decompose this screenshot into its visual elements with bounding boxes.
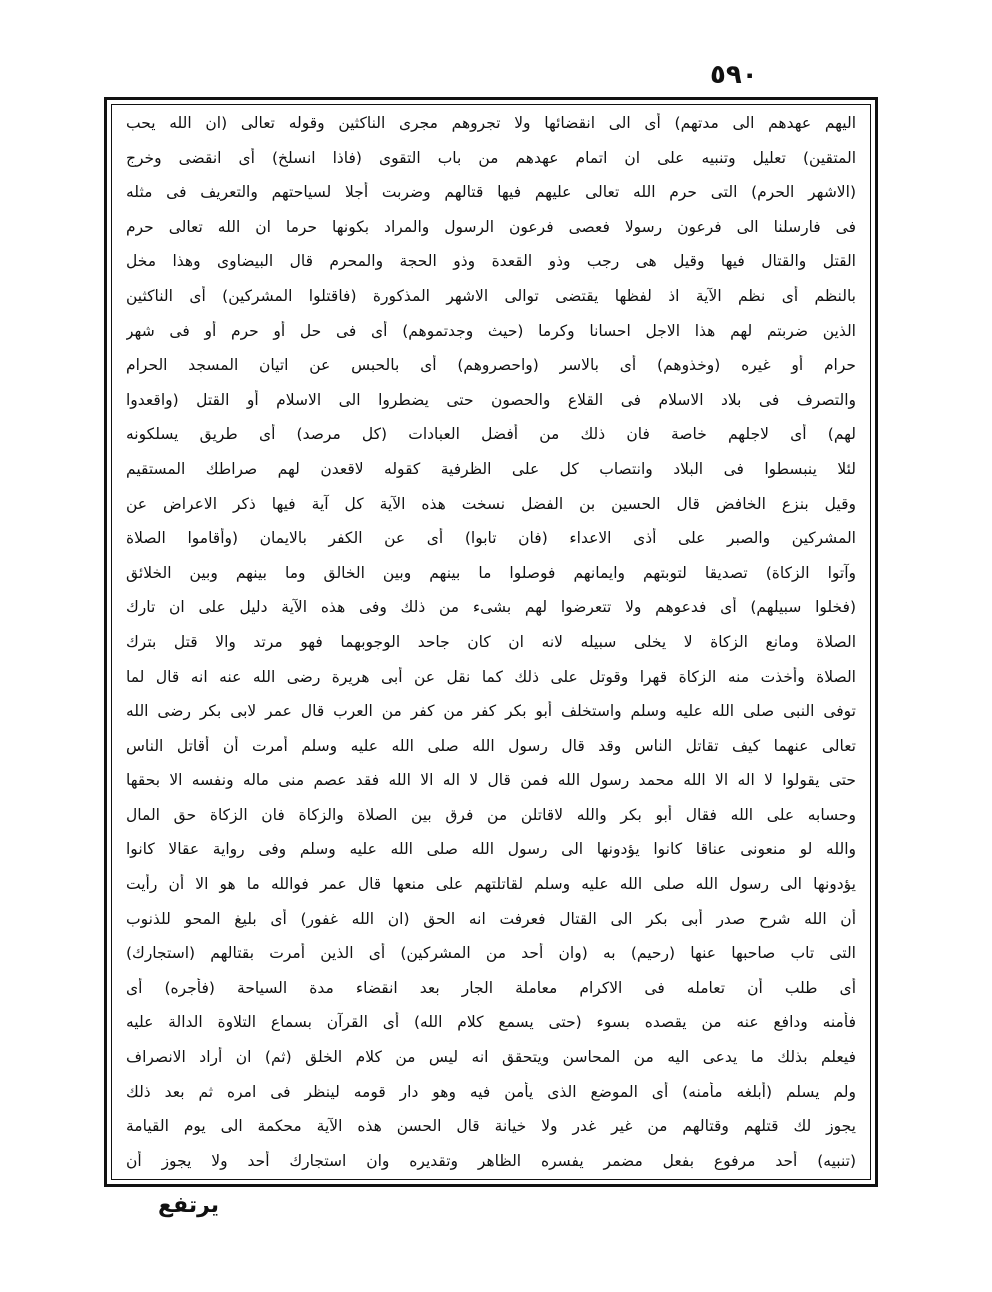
text-line: والتصرف فى بلاد الاسلام فى القلاع والحصون حتى يضطروا الى الاسلام أو القتل (واقعدوا	[126, 390, 856, 409]
text-line: حتى يقولوا لا اله الا الله محمد رسول الله فمن قال لا اله الا الله فقد عصم منى ماله ونفسه الا بحقها	[126, 771, 856, 790]
text-line: لئلا ينبسطوا فى البلاد وانتصاب كل على الظرفية كقوله لاقعدن لهم صراطك المستقيم	[126, 459, 856, 478]
text-line: بالنظم أى نظم الآية اذ لفظها يقتضى توالى الاشهر المذكورة (فاقتلوا المشركين) أى الناكثين	[126, 286, 856, 305]
text-line: يجوز لك قتلهم وقتالهم من غير غدر ولا خيانة قال الحسن هذه الآية محكمة الى يوم القيامة	[126, 1117, 856, 1136]
text-block	[126, 113, 856, 1171]
text-line: الصلاة ومانع الزكاة لا يخلى سبيله لانه ان كان جاحد الوجوبهما فهو مرتد والا قتل بترك	[126, 632, 856, 651]
page-number: ٥٩٠	[710, 60, 758, 90]
text-line: المتقين) تعليل وتنبيه على ان اتمام عهدهم من باب التقوى (فاذا انسلخ) أى انقضى وخرج	[126, 148, 856, 167]
text-line: (الاشهر الحرم) التى حرم الله تعالى عليهم فيها قتالهم وضربت أجلا لسياحتهم والتعريف فى مثله	[126, 183, 856, 202]
text-line: فى فارسلنا الى فرعون رسولا فعصى فرعون الرسول والمراد بكونها حرما ان الله تعالى حرم	[126, 217, 856, 236]
text-line: القتل والقتال فيها وقيل هى رجب وذو القعدة وذو الحجة والمحرم قال البيضاوى وهذا مخل	[126, 252, 856, 271]
text-line: توفى النبى صلى الله عليه وسلم واستخلف أبو بكر كفر من كفر من العرب قال عمر لابى بكر رضى الله	[126, 702, 856, 721]
text-line: (تنبيه) أحد مرفوع بفعل مضمر يفسره الظاهر وتقديره وان استجارك أحد ولا يجوز أن	[126, 1151, 856, 1170]
text-line: التى تاب صاحبها عنها (رحيم) به (وان أحد من المشركين) أى الذين أمرت بقتالهم (استجارك)	[126, 944, 856, 963]
text-line: ولم يسلم (أبلغه مأمنه) أى الموضع الذى يأمن فيه وهو دار قومه لينظر فى امره ثم بعد ذلك	[126, 1082, 856, 1101]
catchword: يرتفع	[158, 1193, 220, 1218]
text-line: الذين ضربتم لهم هذا الاجل احسانا وكرما (حيث وجدتموهم) أى فى حل أو حرم أو فى شهر	[126, 321, 856, 340]
page-frame	[104, 97, 878, 1187]
text-line: تعالى عنهما كيف تقاتل الناس وقد قال رسول الله صلى الله عليه وسلم أمرت أن أقاتل الناس	[126, 736, 856, 755]
text-line: اليهم عهدهم الى مدتهم) أى الى انقضائها ولا تجروهم مجرى الناكثين وقوله تعالى (ان الله يحب	[126, 114, 856, 132]
text-line: يؤدونها الى رسول الله صلى الله عليه وسلم لقاتلتهم على منعها قال عمر فوالله ما هو الا أن رأيت	[126, 875, 856, 894]
text-line: فيعلم بذلك ما يدعى اليه من المحاسن ويتحقق انه ليس من كلام الخلق (ثم) ان أراد الانصراف	[126, 1048, 856, 1067]
text-line: (فخلوا سبيلهم) أى فدعوهم ولا تتعرضوا لهم بشىء من ذلك وفى هذه الآية دليل على ان تارك	[126, 598, 856, 617]
text-line: والله لو منعونى عناقا كانوا يؤدونها الى رسول الله صلى الله عليه وسلم وفى رواية عقالا كانوا	[126, 840, 856, 859]
inner-frame	[111, 104, 871, 1180]
text-line: أى طلب أن تعامله فى الاكرام معاملة الجار بعد انقضاء مدة السياحة (فأجره) أى	[126, 978, 856, 997]
text-line: أن الله شرح صدر أبى بكر الى القتال فعرفت انه الحق (ان الله غفور) أى بليغ المحو للذنوب	[126, 909, 856, 928]
text-line: حرام أو غيره (وخذوهم) أى بالاسر (واحصروهم) أى بالحبس عن اتيان المسجد الحرام	[126, 356, 856, 375]
text-line: المشركين والصبر على أذى الاعداء (فان تابوا) أى عن الكفر بالايمان (وأقاموا الصلاة	[126, 529, 856, 548]
text-line: فأمنه ودافع عنه من يقصده بسوء (حتى يسمع كلام الله) أى القرآن بسماع التلاوة الدالة عليه	[126, 1013, 856, 1032]
text-line: وحسابه على الله فقال أبو بكر والله لاقاتلن من فرق بين الصلاة والزكاة فان الزكاة حق المال	[126, 805, 856, 824]
text-line: لهم) أى لاجلهم خاصة فان ذلك من أفضل العبادات (كل مرصد) أى طريق يسلكونه	[126, 425, 856, 444]
text-line: وقيل بنزع الخافض قال الحسين بن الفضل نسخت هذه الآية كل آية فيها ذكر الاعراض عن	[126, 494, 856, 513]
text-line: الصلاة وأخذت منه الزكاة قهرا وقوتل على ذلك كما نقل عن أبى هريرة رضى الله عنه انه قال لما	[126, 667, 856, 686]
text-line: وآتوا الزكاة) تصديقا لتوبتهم وايمانهم فوصلوا ما بينهم وبين الخالق وما بينهم وبين الخلائق	[126, 563, 856, 582]
